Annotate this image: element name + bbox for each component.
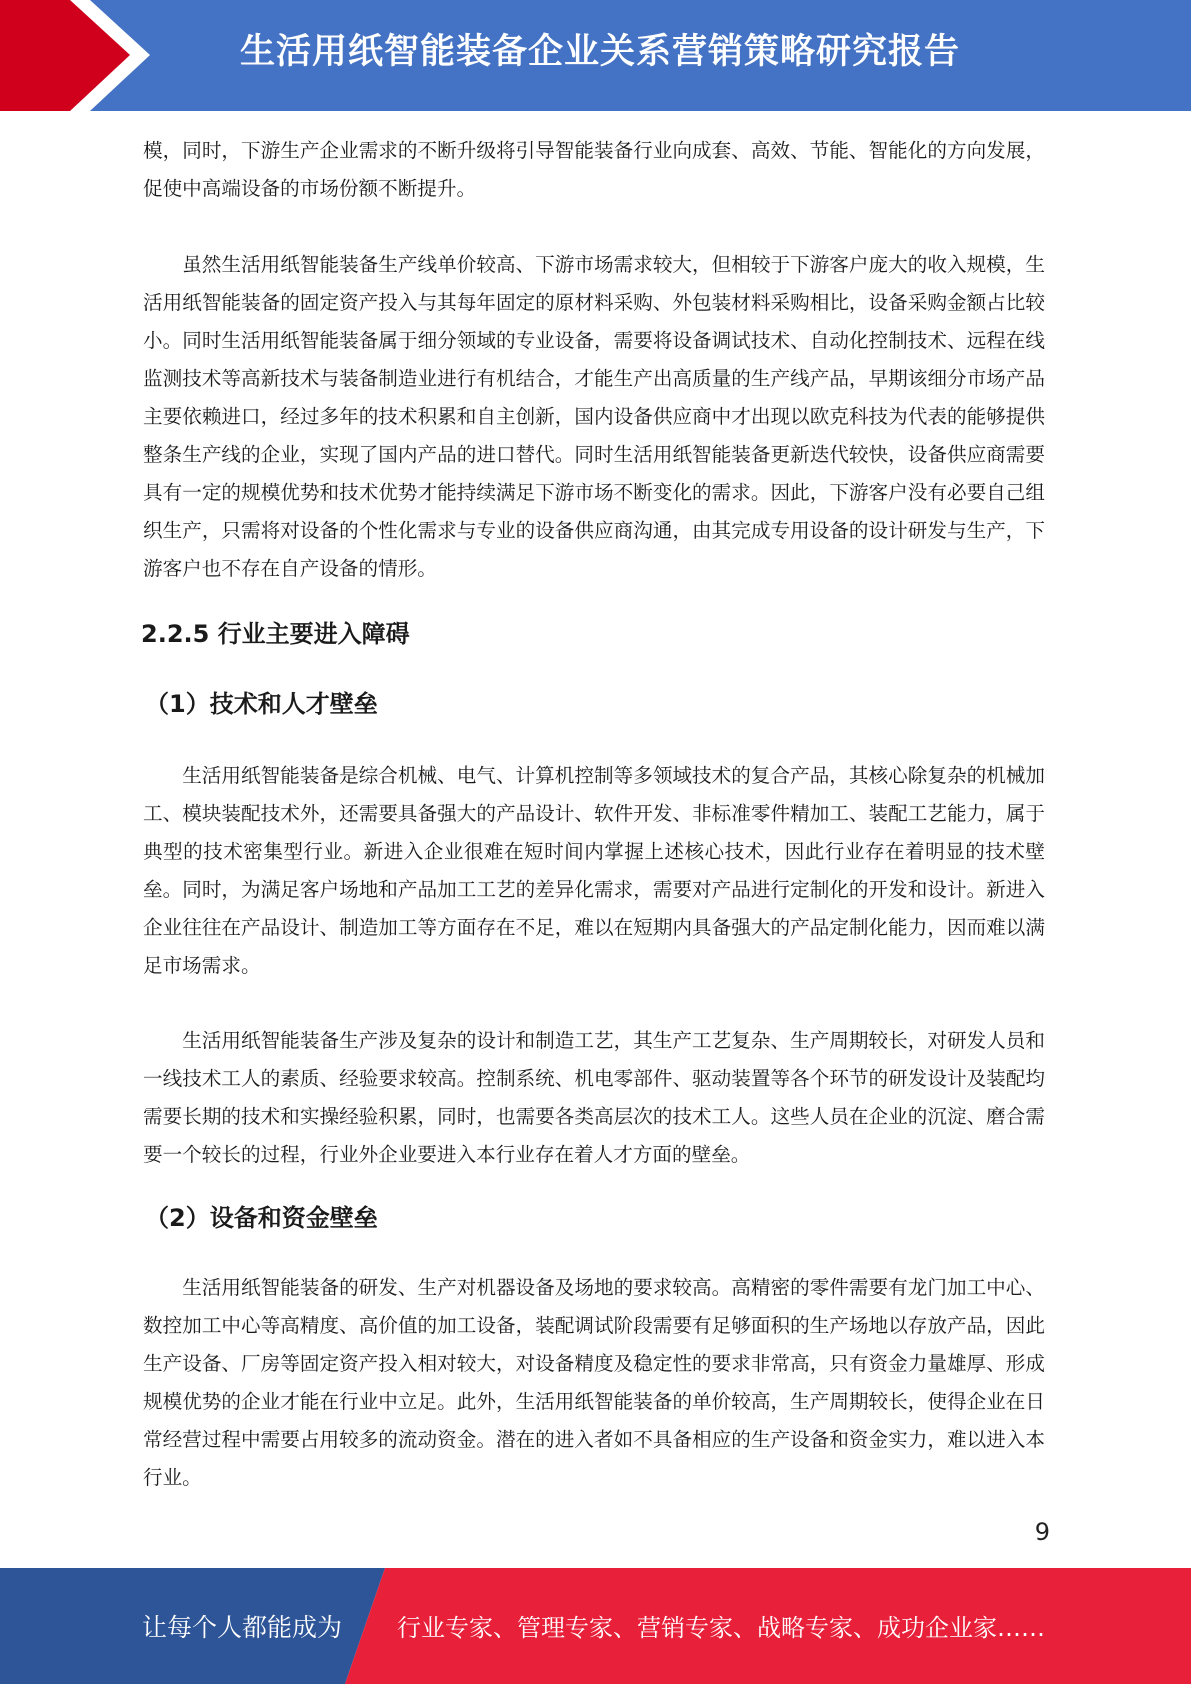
footer-slogan-right: 行业专家、管理专家、营销专家、战略专家、成功企业家……	[397, 1614, 1045, 1642]
footer-banner	[0, 1568, 1191, 1684]
paragraph: 虽然生活用纸智能装备生产线单价较高、下游市场需求较大，但相较于下游客户庞大的收入规模，生活用纸智能装备的固定资产投入与其每年固定的原材料采购、外包装材料采购相比，设备采购金额占比较小。同时生活用纸智能装备属于细分领域的专业设备，需要将设备调试技术、自动化控制技术、远程在线监测技术等高新技术与装备制造业进行有机结合，才能生产出高质量的生产线产品，早期该细分市场产品主要依赖进口，经过多年的技术积累和自主创新，国内设备供应商中才出现以欧克科技为代表的能够提供整条生产线的企业，实现了国内产品的进口替代。同时生活用纸智能装备更新迭代较快，设备供应商需要具有一定的规模优势和技术优势才能持续满足下游市场不断变化的需求。因此，下游客户没有必要自己组织生产，只需将对设备的个性化需求与专业的设备供应商沟通，由其完成专用设备的设计研发与生产，下游客户也不存在自产设备的情形。	[143, 253, 1045, 580]
page-body-3	[143, 1269, 1045, 1497]
header-bar	[0, 0, 1191, 111]
subsection-heading: （2）设备和资金壁垒	[145, 1204, 378, 1232]
paragraph-continued: 模，同时，下游生产企业需求的不断升级将引导智能装备行业向成套、高效、节能、智能化的方向发展，促使中高端设备的市场份额不断提升。	[143, 139, 1045, 200]
subsection-heading: （1）技术和人才壁垒	[145, 690, 378, 718]
page-body-2	[143, 757, 1045, 1174]
document-title: 生活用纸智能装备企业关系营销策略研究报告	[240, 32, 961, 72]
footer-slogan-left: 让每个人都能成为	[142, 1613, 343, 1642]
header-arrow-icon	[0, 0, 160, 111]
page-number: 9	[1034, 1518, 1050, 1546]
paragraph: 生活用纸智能装备的研发、生产对机器设备及场地的要求较高。高精密的零件需要有龙门加工中心、数控加工中心等高精度、高价值的加工设备，装配调试阶段需要有足够面积的生产场地以存放产品，因此生产设备、厂房等固定资产投入相对较大，对设备精度及稳定性的要求非常高，只有资金力量雄厚、形成规模优势的企业才能在行业中立足。此外，生活用纸智能装备的单价较高，生产周期较长，使得企业在日常经营过程中需要占用较多的流动资金。潜在的进入者如不具备相应的生产设备和资金实力，难以进入本行业。	[143, 1276, 1045, 1489]
page-body	[143, 132, 1045, 588]
paragraph: 生活用纸智能装备是综合机械、电气、计算机控制等多领域技术的复合产品，其核心除复杂的机械加工、模块装配技术外，还需要具备强大的产品设计、软件开发、非标准零件精加工、装配工艺能力，属于典型的技术密集型行业。新进入企业很难在短时间内掌握上述核心技术，因此行业存在着明显的技术壁垒。同时，为满足客户场地和产品加工工艺的差异化需求，需要对产品进行定制化的开发和设计。新进入企业往往在产品设计、制造加工等方面存在不足，难以在短期内具备强大的产品定制化能力，因而难以满足市场需求。	[143, 764, 1045, 977]
paragraph: 生活用纸智能装备生产涉及复杂的设计和制造工艺，其生产工艺复杂、生产周期较长，对研发人员和一线技术工人的素质、经验要求较高。控制系统、机电零部件、驱动装置等各个环节的研发设计及装配均需要长期的技术和实操经验积累，同时，也需要各类高层次的技术工人。这些人员在企业的沉淀、磨合需要一个较长的过程，行业外企业要进入本行业存在着人才方面的壁垒。	[143, 1029, 1045, 1166]
section-heading: 2.2.5 行业主要进入障碍	[141, 620, 410, 648]
